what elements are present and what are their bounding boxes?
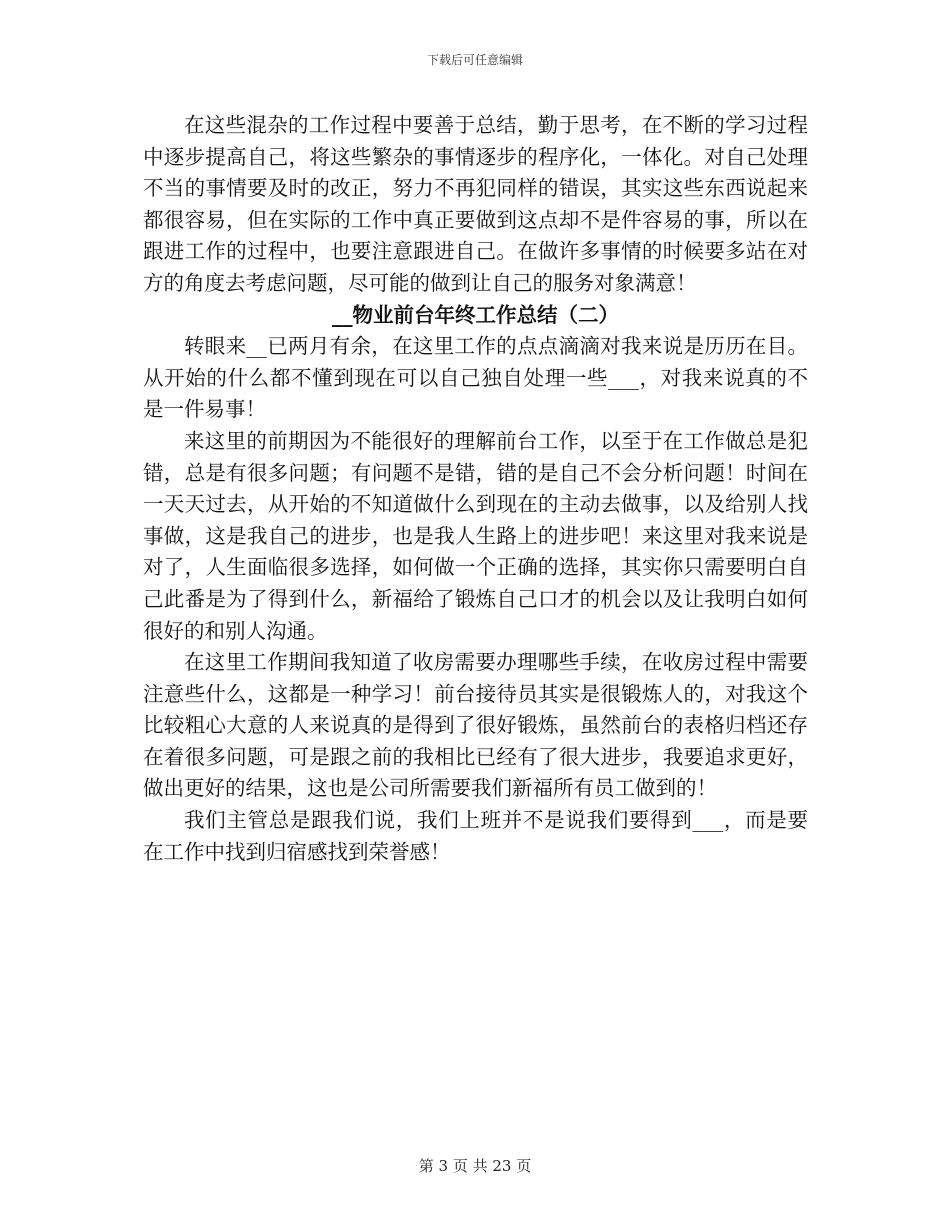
page-header: 下载后可任意编辑	[426, 53, 523, 67]
paragraph: 来这里的前期因为不能很好的理解前台工作，以至于在工作做总是犯错，总是有很多问题；有问题不是错，错的是自己不会分析问题！时间在一天天过去，从开始的不知道做什么到现在的主动去做事，以及给别人找事做，这是我自己的进步，也是我人生路上的进步吧！来这里对我来说是对了，人生面临很多选择，如何做一个正确的选择，其实你只需要明白自己此番是为了得到什么，新福给了锻炼自己口才的机会以及让我明白如何很好的和别人沟通。	[143, 428, 808, 643]
paragraph: 在这些混杂的工作过程中要善于总结，勤于思考，在不断的学习过程中逐步提高自己，将这些繁杂的事情逐步的程序化，一体化。对自己处理不当的事情要及时的改正，努力不再犯同样的错误，其实这些东西说起来都很容易，但在实际的工作中真正要做到这点却不是件容易的事，所以在跟进工作的过程中，也要注意跟进自己。在做许多事情的时候要多站在对方的角度去考虑问题，尽可能的做到让自己的服务对象满意！	[143, 113, 808, 295]
section-title: __物业前台年终工作总结（二）	[332, 302, 619, 327]
page-number: 第 3 页 共 23 页	[418, 1157, 532, 1175]
paragraph: 在这里工作期间我知道了收房需要办理哪些手续，在收房过程中需要注意些什么，这都是一种学习！前台接待员其实是很锻炼人的，对我这个比较粗心大意的人来说真的是得到了很好锻炼，虽然前台的表格归档还存在着很多问题，可是跟之前的我相比已经有了很大进步，我要追求更好，做出更好的结果，这也是公司所需要我们新福所有员工做到的！	[143, 650, 808, 801]
paragraph: 转眼来__已两月有余，在这里工作的点点滴滴对我来说是历历在目。从开始的什么都不懂到现在可以自己独自处理一些___，对我来说真的不是一件易事！	[143, 334, 808, 422]
paragraph: 我们主管总是跟我们说，我们上班并不是说我们要得到___，而是要在工作中找到归宿感找到荣誉感！	[143, 808, 808, 864]
document-body	[143, 110, 808, 868]
